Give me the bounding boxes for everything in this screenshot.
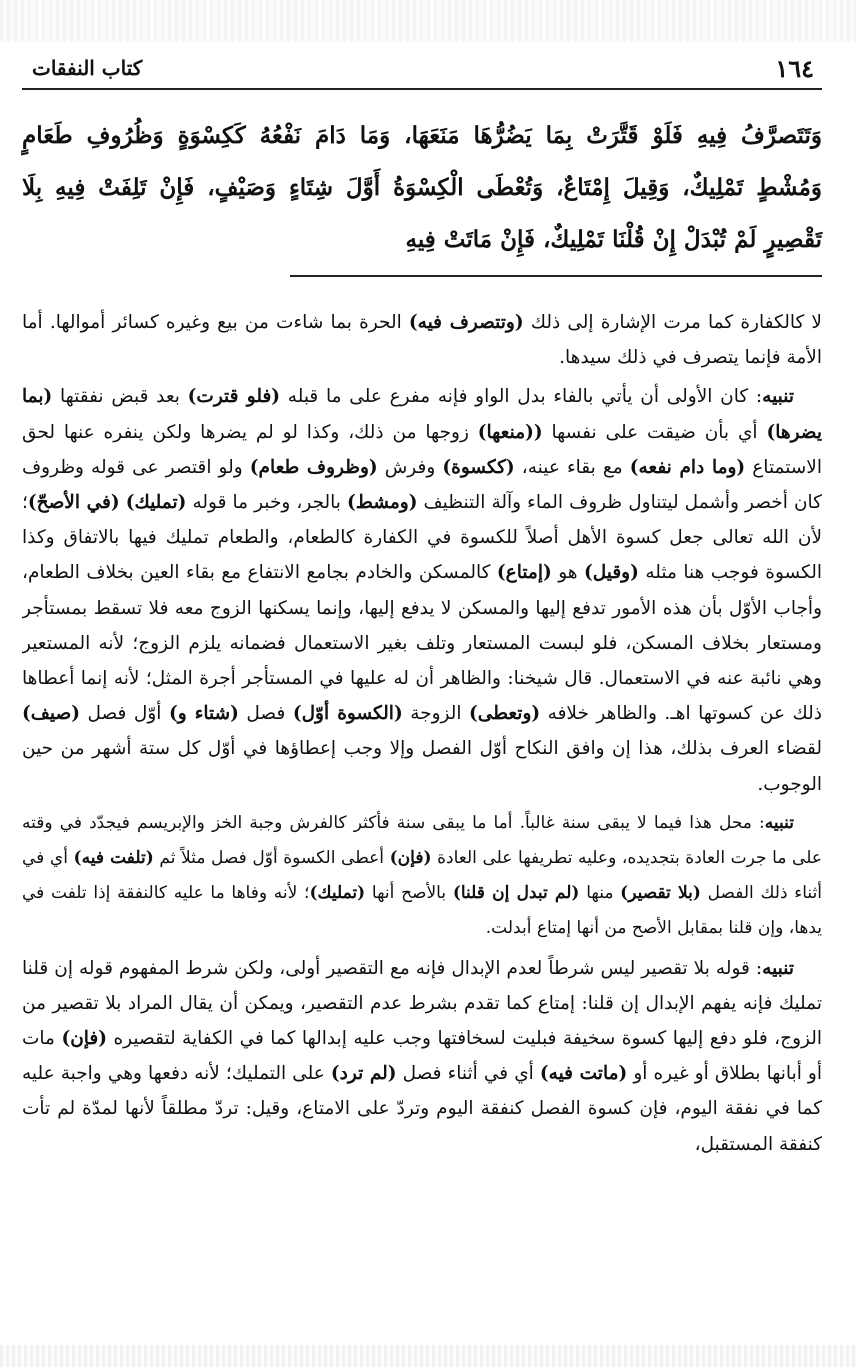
page-number: ١٦٤ [775, 54, 814, 83]
commentary-paragraph-2: تنبيه: كان الأولى أن يأتي بالفاء بدل الواو فإنه مفرع على ما قبله (فلو قترت) بعد قبض نفقتها (بما يضرها) أي بأن ضيقت على نفسها ((منعها) زوجها من ذلك، وكذا لو لم يضرها ولكن ينفره عنها لحق الاستمتاع (وما دام نفعه) مع بقاء عينه، (ككسوة) وفرش (وظروف طعام) ولو اقتصر عى قوله وظروف كان أخصر وأشمل ليتناول ظروف الماء وآلة التنظيف (ومشط) بالجر، وخبر ما قوله (تمليك) (في الأصحّ)؛ لأن الله تعالى جعل كسوة الأهل أصلاً للكسوة في الكفارة كالطعام، والطعام تمليك فيها بالاتفاق وكذا الكسوة فوجب هنا مثله (وقيل) هو (إمتاع) كالمسكن والخادم بجامع الانتفاع مع بقاء العين بخلاف الطعام، وأجاب الأوّل بأن هذه الأمور تدفع إليها والمسكن لا يدفع إليها، وإنما يسكنها الزوج معه فلا تسقط بمستأجر ومستعار بخلاف المسكن، فلو لبست المستعار وتلف بغير الاستعمال فضمانه يلزم الزوج؛ لأنه المستعير وهي نائبة عنه في الاستعمال. قال شيخنا: والظاهر أن له عليها في المستأجر أجرة المثل؛ لأنه إنما أعطاها ذلك عن كسوتها اهـ. والظاهر خلافه (وتعطى) الزوجة (الكسوة أوّل) فصل (شتاء و) أوّل فصل (صيف) لقضاء العرف بذلك، هذا إن وافق النكاح أوّل الفصل وإلا وجب إعطاؤها في أوّل كل ستة أشهر من حين الوجوب. [22, 386, 822, 795]
commentary-paragraph-3: تنبيه: محل هذا فيما لا يبقى سنة غالباً. أما ما يبقى سنة فأكثر كالفرش وجبة الخز والإبريسم فيجدّد في وقته على ما جرت العادة بتجديده، وعليه تطريفها على العادة (فإن) أعطى الكسوة أوّل فصل مثلاً ثم (تلفت فيه) أي في أثناء ذلك الفصل (بلا تقصير) منها (لم تبدل إن قلنا) بالأصح أنها (تمليك)؛ لأنه وفاها ما عليه كالنفقة إذا تلفت في يدها، وإن قلنا بمقابل الأصح من أنها إمتاع أبدلت. [22, 812, 822, 939]
commentary-paragraph-1: لا كالكفارة كما مرت الإشارة إلى ذلك (وتتصرف فيه) الحرة بما شاءت من بيع وغيره كسائر أموالها. أما الأمة فإنما يتصرف في ذلك سيدها. [22, 312, 822, 369]
page-header [22, 48, 822, 90]
commentary [22, 305, 822, 1340]
scan-noise-top [0, 0, 856, 42]
main-text [22, 110, 822, 266]
text-divider [290, 275, 822, 277]
commentary-paragraph-4: تنبيه: قوله بلا تقصير ليس شرطاً لعدم الإبدال فإنه مع التقصير أولى، ولكن شرط المفهوم قوله إن قلنا تمليك فإنه يفهم الإبدال إن قلنا: إمتاع كما تقدم بشرط عدم التقصير، ويمكن أن يقال المراد بلا تقصير من الزوج، فلو دفع إليها كسوة سخيفة فبليت لسخافتها وجب عليه إبدالها كما في الكفاية لتقصيره (فإن) مات أو أبانها بطلاق أو غيره أو (ماتت فيه) أي في أثناء فصل (لم ترد) على التمليك؛ لأنه دفعها وهي واجبة عليه كما في نفقة اليوم، فإن كسوة الفصل كنفقة اليوم وتردّ على الامتاع، وقيل: تردّ مطلقاً لأنها لمدّة لم تأت كنفقة المستقبل، [22, 957, 822, 1155]
scan-noise-bottom [0, 1345, 856, 1367]
running-title: كتاب النفقات [32, 56, 143, 80]
main-text-paragraph: وَتَتَصرَّفُ فِيهِ فَلَوْ قَتَّرَتْ بِمَا يَضُرُّهَا مَنَعَهَا، وَمَا دَامَ نَفْعُهُ كَكِسْوَةٍ وَظُرُوفِ طَعَامٍ وَمُشْطٍ تَمْلِيكٌ، وَقِيلَ إِمْتَاعٌ، وَتُعْطَى الْكِسْوَةُ أَوَّلَ شِتَاءٍ وَصَيْفٍ، فَإِنْ تَلِفَتْ فِيهِ بِلَا تَقْصِيرٍ لَمْ تُبْدَلْ إِنْ قُلْنَا تَمْلِيكٌ، فَإِنْ مَاتَتْ فِيهِ [22, 122, 822, 253]
